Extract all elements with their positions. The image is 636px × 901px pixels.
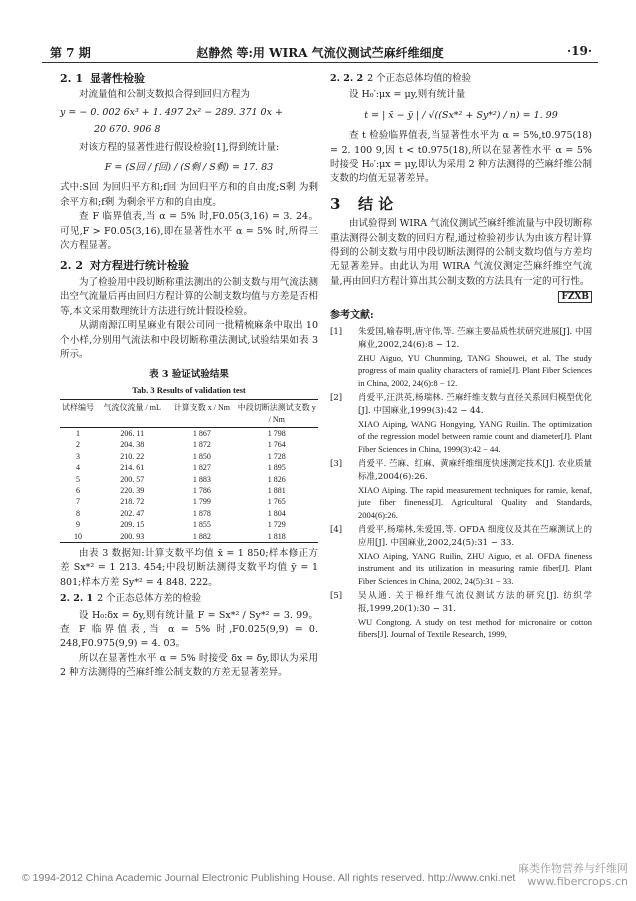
section-number: 2. 2. 1 — [60, 593, 94, 605]
references-list — [330, 326, 592, 641]
column-header: 中段切断法测试支数 y / Nm — [235, 400, 318, 428]
paragraph: 设 H₀:δx = δy,则有统计量 F = Sx*² / Sy*² = 3. 99。查 F 临界值表,当 α = 5% 时,F0.025(9,9) = 0. 248,F0.975(9,9) = 4. 03。 — [60, 609, 318, 650]
table-cell: 1 867 — [192, 428, 211, 438]
regression-equation: y = − 0. 002 6x³ + 1. 497 2x² − 289. 371 0x + — [60, 106, 283, 118]
table-cell: 1 826 — [267, 474, 286, 484]
f-statistic-equation: F = (S回 / f回) / (S剩 / S剩) = 17. 83 — [104, 162, 274, 174]
section-2-1-heading — [60, 72, 318, 86]
table-cell: 202. 47 — [120, 508, 145, 518]
paragraph: 从湖南源江明星麻业有限公司同一批精梳麻条中取出 10 个小样,分别用气流法和中段切断称重法测试,试验结果如表 3 所示。 — [60, 320, 318, 360]
reference-item — [330, 458, 592, 522]
reference-cn: 肖爱平. 苎麻、红麻、黄麻纤维细度快速测定技术[J]. 农业质量标准,2004(6):26. — [358, 459, 592, 482]
section-title: 2 个正态总体均值的检验 — [367, 73, 472, 84]
table-cell: 5 — [76, 474, 81, 484]
table-cell: 214. 61 — [120, 463, 145, 473]
section-number: 3 — [330, 194, 341, 213]
reference-cn: 朱爱国,喻春明,唐守伟,等. 苎麻主要品质性状研究进展[J]. 中国麻业,2002,24(6):8 − 12. — [358, 327, 592, 350]
issue-number: 第 7 期 — [50, 46, 91, 60]
table-cell: 1 765 — [267, 497, 286, 507]
reference-number: [4] — [330, 525, 343, 536]
section-title: 2 个正态总体方差的检验 — [97, 593, 202, 605]
paragraph: 设 H₀′:μx = μy,则有统计量 — [349, 89, 466, 101]
copyright-footer: © 1994-2012 China Academic Journal Electronic Publishing House. All rights reserved. http://www.cnki.net — [22, 872, 516, 884]
table-row — [60, 427, 318, 439]
column-header: 试样编号 — [60, 400, 96, 428]
journal-mark — [330, 290, 592, 304]
table-cell: 1 850 — [192, 451, 211, 461]
t-statistic-equation: t = | x̄ − ȳ | / √((Sx*² + Sy*²) / n) = 1. 99 — [364, 109, 558, 121]
reference-cn: 吴从通. 关于棉纤维气流仪测试方法的研究[J]. 纺织学报,1999,20(1):30 − 31. — [358, 591, 592, 614]
table-row — [60, 439, 318, 450]
reference-number: [5] — [330, 591, 343, 602]
section-number: 2. 2. 2 — [330, 73, 364, 84]
running-title: 赵静然 等:用 WIRA 气流仪测试苎麻纤维细度 — [196, 46, 444, 60]
section-number: 2. 1 — [60, 72, 83, 85]
watermark-url: www.fibercrops.cn — [527, 875, 628, 888]
reference-item — [330, 326, 592, 390]
regression-equation-cont: 20 670. 906 8 — [94, 124, 161, 136]
table-cell: 1 728 — [267, 451, 286, 461]
table-cell: 1 883 — [192, 474, 211, 484]
table-cell: 204. 38 — [120, 440, 145, 450]
reference-en: ZHU Aiguo, YU Chunming, TANG Shouwei, et al. The study progress of main quality characters of ramie[J]. Plant Fiber Sciences in China, 2002, 24(6):8 − 12. — [358, 352, 592, 389]
left-column — [60, 66, 318, 681]
section-3-heading — [330, 194, 592, 213]
reference-en: XIAO Aiping, YANG Ruilin, ZHU Aiguo, et al. OFDA fineness instrument and its utilization in measuring ramie fiber[J]. Plant Fiber Sciences in China, 2002, 24(5):31 − 33. — [358, 550, 592, 587]
reference-number: [2] — [330, 393, 343, 404]
table-cell: 220. 39 — [120, 485, 145, 495]
page-number: ·19· — [566, 44, 592, 58]
table-row — [60, 531, 318, 543]
table-cell: 1 786 — [192, 485, 211, 495]
table-cell: 1 882 — [168, 531, 235, 543]
table-row — [60, 519, 318, 530]
paragraph: 为了检验用中段切断称重法测出的公制支数与用气流法测出空气流量后再由回归方程计算的公制支数均值与方差是否相等,本文采用数理统计方法进行统计假设检验。 — [60, 276, 318, 317]
validation-table — [60, 399, 318, 543]
table-header-row — [60, 400, 318, 428]
watermark — [518, 862, 628, 888]
table-cell: 1 827 — [192, 463, 211, 473]
reference-cn: 肖爱平,杨瑞林,朱爱国,等. OFDA 细度仪及其在苎麻测试上的应用[J]. 中国麻业,2002,24(5):31 − 33. — [358, 525, 592, 548]
table-cell: 1 729 — [267, 520, 286, 530]
section-2-2-1-heading — [60, 592, 318, 606]
table-caption-cn: 表 3 验证试验结果 — [149, 369, 229, 381]
section-2-2-heading — [60, 259, 318, 273]
column-header: 计算支数 x / Nm — [168, 400, 235, 428]
reference-number: [1] — [330, 327, 343, 338]
paragraph: 所以在显著性水平 α = 5% 时接受 δx = δy,即认为采用 2 种方法测得的苎麻纤维公制支数的方差无显著差异。 — [60, 652, 318, 679]
paragraph: 查 t 检验临界值表,当显著性水平为 α = 5%,t0.975(18) = 2. 100 9,因 t < t0.975(18),所以在显著性水平 α = 5% 时接受 H₀′:μx = μy,即认为采用 2 种方法测得的苎麻纤维公制支数的均值无显著差异。 — [330, 130, 592, 185]
table-cell: 1 — [76, 428, 81, 438]
table-cell: 206. 11 — [120, 428, 145, 438]
paragraph: 由表 3 数据知:计算支数平均值 x̄ = 1 850;样本修正方差 Sx*² = 1 213. 454;中段切断法测得支数平均值 ȳ = 1 801;样本方差 Sy*² = 4 848. 222。 — [60, 548, 318, 588]
table-body — [60, 427, 318, 542]
reference-cn: 肖爱平,汪洪英,杨瑞林. 苎麻纤维支数与直径关系回归模型优化[J]. 中国麻业,1999(3):42 − 44. — [358, 393, 592, 416]
section-title: 显著性检验 — [90, 72, 145, 85]
section-2-2-2-heading — [330, 72, 592, 86]
table-cell: 1 878 — [192, 508, 211, 518]
reference-item — [330, 590, 592, 641]
table-cell: 3 — [76, 451, 81, 461]
table-row — [60, 451, 318, 462]
table-cell: 200. 93 — [96, 531, 168, 543]
table-cell: 1 798 — [267, 428, 286, 438]
fzxb-label: FZXB — [558, 291, 592, 303]
paragraph: 对流量值和公制支数拟合得到回归方程为 — [79, 89, 251, 101]
table-cell: 1 799 — [192, 497, 211, 507]
reference-item — [330, 392, 592, 456]
table-cell: 210. 22 — [120, 451, 145, 461]
paragraph: 式中:S回 为回归平方和;f回 为回归平方和的自由度;S剩 为剩余平方和;f剩 为剩余平方和的自由度。 — [60, 182, 318, 208]
column-header: 气流仪流量 / mL — [96, 400, 168, 428]
table-cell: 1 895 — [267, 463, 286, 473]
table-cell: 1 764 — [267, 440, 286, 450]
table-row — [60, 462, 318, 473]
table-cell: 1 881 — [267, 485, 286, 495]
section-number: 2. 2 — [60, 259, 83, 273]
watermark-line: 麻类作物营养与纤维网 — [518, 862, 628, 875]
reference-item — [330, 524, 592, 588]
table-cell: 4 — [76, 463, 81, 473]
reference-en: XIAO Aiping. The rapid measurement techniques for ramie, kenaf, jute fiber fineness[J]. Agricultural Quality and Standards, 2004(6):26. — [358, 484, 592, 521]
right-column — [330, 66, 592, 643]
conclusion-paragraph: 由试验得到 WIRA 气流仪测试苎麻纤维流量与中段切断称重法测得公制支数的回归方程,通过检验初步认为由该方程计算得到的公制支数与用中段切断法测得的公制支数均值与方差均无显著差异。由此认为用 WIRA 气流仪测定苎麻纤维空气流量,再由回归方程计算出其公制支数的方法具有一定的可行性。 — [330, 218, 592, 287]
reference-number: [3] — [330, 459, 343, 470]
table-cell: 10 — [60, 531, 96, 543]
table-cell: 1 872 — [192, 440, 211, 450]
references-heading: 参考文献: — [330, 309, 374, 321]
table-cell: 8 — [76, 508, 81, 518]
paragraph: 查 F 临界值表,当 α = 5% 时,F0.05(3,16) = 3. 24。可见,F > F0.05(3,16),即在显著性水平 α = 5% 时,所得三次方程显著。 — [60, 211, 318, 252]
table-row — [60, 474, 318, 485]
table-row — [60, 485, 318, 496]
table-caption-en: Tab. 3 Results of validation test — [132, 384, 246, 395]
table-cell: 1 818 — [235, 531, 318, 543]
table-cell: 9 — [76, 520, 81, 530]
table-row — [60, 508, 318, 519]
reference-en: XIAO Aiping, WANG Hongying, YANG Ruilin. The optimization of the regression model between ramie count and diameter[J]. Plant Fiber Sciences in China, 1999(3):42 − 44. — [358, 418, 592, 455]
table-cell: 2 — [76, 440, 81, 450]
table-cell: 1 804 — [267, 508, 286, 518]
paragraph: 对该方程的显著性进行假设检验[1],得到统计量: — [79, 141, 280, 153]
table-row — [60, 496, 318, 507]
section-title: 结 论 — [358, 194, 394, 213]
table-cell: 7 — [76, 497, 81, 507]
table-cell: 200. 57 — [120, 474, 145, 484]
running-header — [42, 40, 598, 63]
section-title: 对方程进行统计检验 — [90, 259, 189, 273]
reference-en: WU Congtong. A study on test method for micronaire or cotton fibers[J]. Journal of Textile Research, 1999, — [358, 616, 592, 640]
table-cell: 1 855 — [192, 520, 211, 530]
table-cell: 6 — [76, 485, 81, 495]
table-cell: 218. 72 — [120, 497, 145, 507]
table-cell: 209. 15 — [120, 520, 145, 530]
